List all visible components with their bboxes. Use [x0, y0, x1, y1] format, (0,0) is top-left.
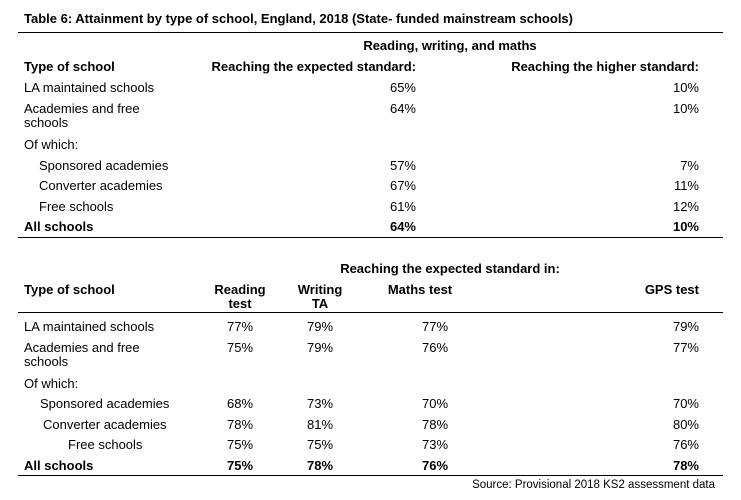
table1-row-label-cont: schools: [24, 115, 69, 130]
table1-cell-higher: 10%: [672, 101, 699, 116]
table2-cell-reading: 75%: [226, 340, 254, 355]
table2-cell-writing: 79%: [306, 340, 334, 355]
table2-row-label: Academies and free: [24, 340, 140, 355]
table2-subheading: Of which:: [24, 376, 79, 391]
table1-total-higher: 10%: [672, 219, 699, 234]
table1-row-label: Free schools: [39, 199, 114, 214]
table2-cell-maths: 76%: [421, 340, 449, 355]
table2-cell-maths: 77%: [421, 319, 449, 334]
table1-cell-higher: 12%: [672, 199, 699, 214]
table2-cell-gps: 79%: [672, 319, 699, 334]
table1-cell-expected: 61%: [389, 199, 416, 214]
table2-cell-reading: 77%: [226, 319, 254, 334]
table2-cell-gps: 70%: [672, 396, 699, 411]
table1-subheading: Of which:: [24, 137, 79, 152]
table2-row-label: LA maintained schools: [24, 319, 155, 334]
table1-row-label: Sponsored academies: [39, 158, 169, 173]
table1-row-label: Converter academies: [39, 178, 163, 193]
table2-header-writing: Writing: [297, 282, 343, 297]
source-note: Source: Provisional 2018 KS2 assessment data: [472, 479, 715, 491]
table2-row-label: Sponsored academies: [40, 396, 170, 411]
table2-cell-gps: 80%: [672, 417, 699, 432]
table1-row-label: Academies and free: [24, 101, 140, 116]
table1-row-label: LA maintained schools: [24, 80, 155, 95]
table2-cell-reading: 75%: [226, 437, 254, 452]
table2-cell-writing: 79%: [306, 319, 334, 334]
table2-total-reading: 75%: [226, 458, 254, 473]
table2-header-type: Type of school: [24, 282, 115, 297]
table2-bottom-rule: [18, 475, 723, 476]
table1-header-type: Type of school: [24, 59, 115, 74]
table1-header-expected: Reaching the expected standard:: [211, 59, 416, 74]
title-rule: [18, 32, 723, 33]
table2-cell-reading: 68%: [226, 396, 254, 411]
table-title: Table 6: Attainment by type of school, England, 2018 (State- funded mainstream schools): [24, 11, 573, 26]
table1-cell-expected: 57%: [389, 158, 416, 173]
table2-total-gps: 78%: [672, 458, 699, 473]
table1-cell-higher: 10%: [672, 80, 699, 95]
table2-group-header: Reaching the expected standard in:: [340, 261, 560, 276]
table2-total-maths: 76%: [421, 458, 449, 473]
table2-cell-gps: 77%: [672, 340, 699, 355]
table2-cell-writing: 81%: [306, 417, 334, 432]
table1-cell-expected: 64%: [389, 101, 416, 116]
table2-row-label-cont: schools: [24, 354, 69, 369]
table1-total-label: All schools: [24, 219, 94, 234]
table1-header-higher: Reaching the higher standard:: [511, 59, 699, 74]
table1-cell-higher: 7%: [680, 158, 699, 173]
table2-cell-gps: 76%: [672, 437, 699, 452]
table2-row-label: Free schools: [68, 437, 143, 452]
table2-cell-maths: 78%: [421, 417, 449, 432]
table2-header-gps: GPS test: [644, 282, 699, 297]
table2-cell-writing: 75%: [306, 437, 334, 452]
table2-row-label: Converter academies: [43, 417, 167, 432]
table1-cell-higher: 11%: [673, 178, 699, 193]
table2-header-reading: Reading: [214, 282, 266, 297]
table2-cell-maths: 73%: [421, 437, 449, 452]
table1-cell-expected: 65%: [389, 80, 416, 95]
table2-header-reading-cont: test: [228, 296, 252, 311]
table2-cell-maths: 70%: [421, 396, 449, 411]
table2-total-writing: 78%: [306, 458, 334, 473]
table2-header-writing-cont: TA: [311, 296, 329, 311]
table2-header-rule: [18, 312, 723, 313]
table1-bottom-rule: [18, 237, 723, 238]
table2-header-maths: Maths test: [387, 282, 453, 297]
table2-cell-reading: 78%: [226, 417, 254, 432]
table1-total-expected: 64%: [389, 219, 416, 234]
table2-cell-writing: 73%: [306, 396, 334, 411]
table1-cell-expected: 67%: [389, 178, 416, 193]
table2-total-label: All schools: [24, 458, 94, 473]
table1-group-header: Reading, writing, and maths: [363, 38, 537, 53]
